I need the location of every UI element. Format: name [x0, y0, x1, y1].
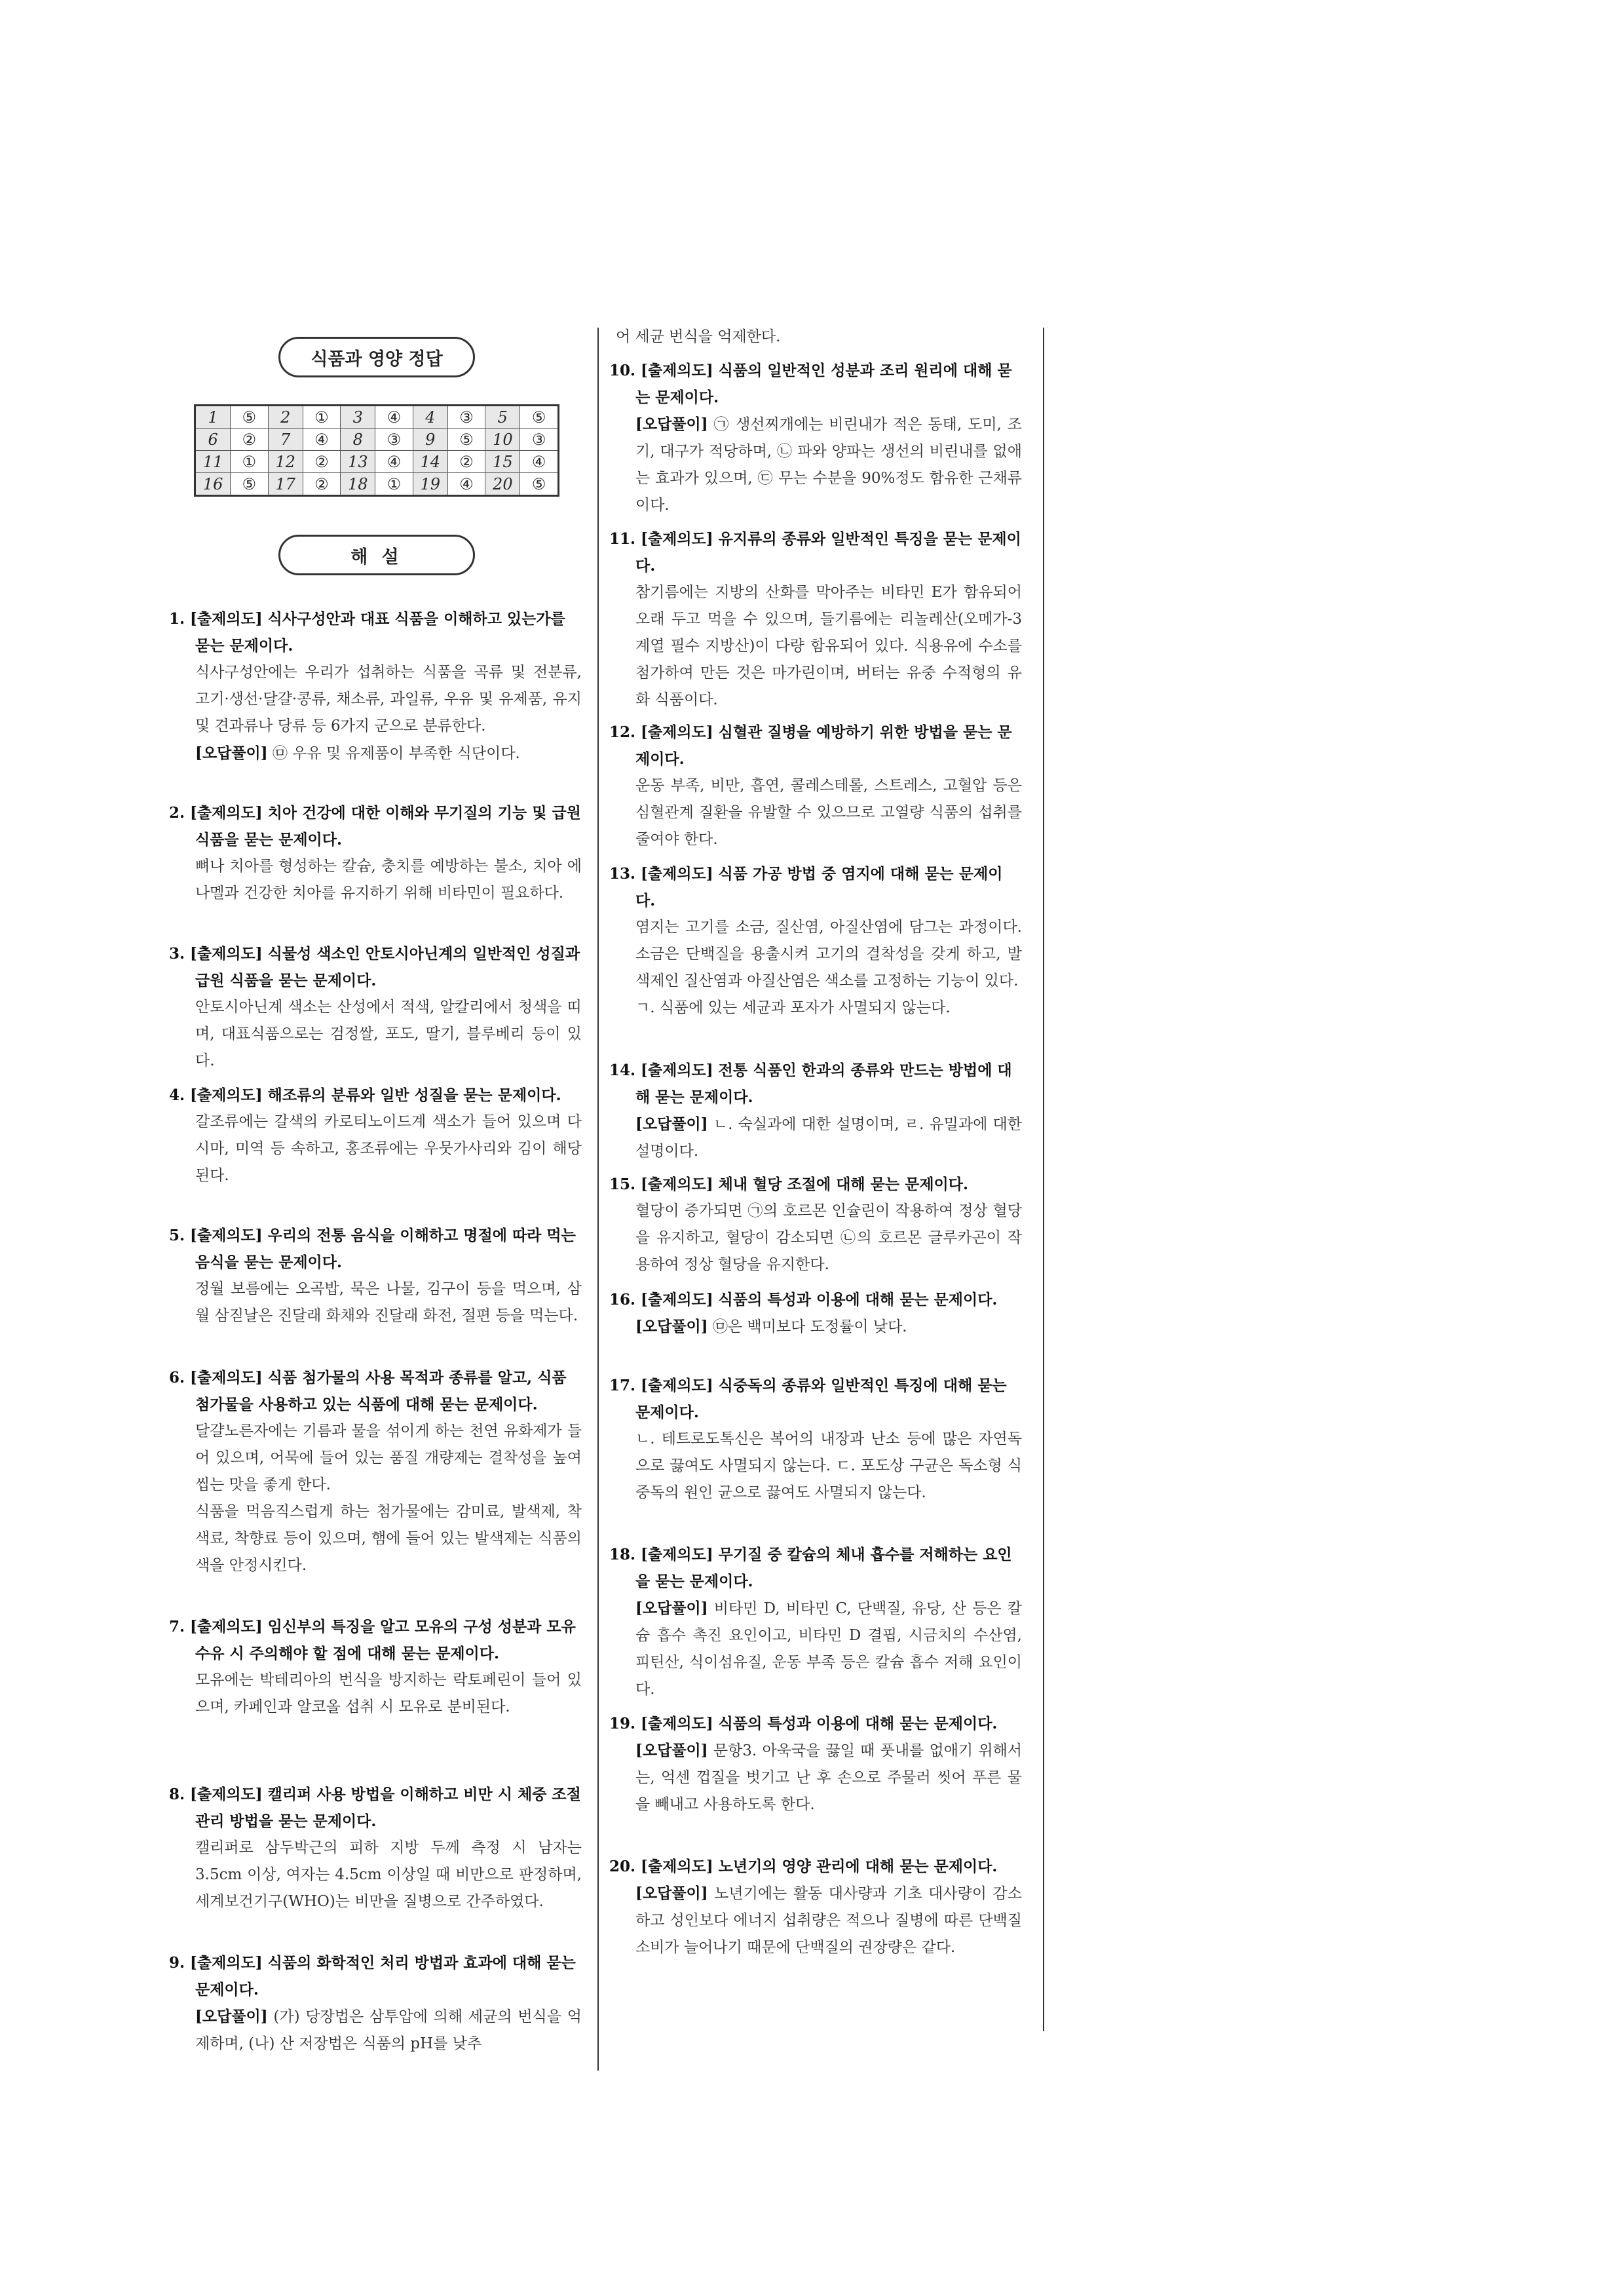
explanation-item-17: [609, 1372, 1022, 1506]
item-question: 12. [출제의도] 심혈관 질병을 예방하기 위한 방법을 묻는 문제이다.: [609, 723, 1012, 768]
item-wrong-answer: [609, 1111, 1022, 1165]
item-body: 참기름에는 지방의 산화를 막아주는 비타민 E가 함유되어 오래 두고 먹을 수 있으며, 들기름에는 리놀레산(오메가-3 계열 필수 지방산)이 다량 함유되어 있다. 식용유에 수소를 첨가하여 만든 것은 마가린이며, 버터는 유중 수적형의 유화 식품이다.: [635, 584, 1022, 708]
explanation-item-11: [609, 526, 1022, 714]
explanation-item-2: [169, 799, 582, 907]
item-body: 혈당이 증가되면 ㉠의 호르몬 인슐린이 작용하여 정상 혈당을 유지하고, 혈당이 감소되면 ㉡의 호르몬 글루카곤이 작용하여 정상 혈당을 유지한다.: [635, 1202, 1022, 1273]
explanation-item-3: [169, 940, 582, 1075]
question-number: 5: [485, 406, 520, 429]
question-number: 14: [413, 451, 447, 473]
answer-row: [195, 406, 559, 429]
item-question: 19. [출제의도] 식품의 특성과 이용에 대해 묻는 문제이다.: [609, 1715, 998, 1732]
item-question: 13. [출제의도] 식품 가공 방법 중 염지에 대해 묻는 문제이다.: [609, 865, 1003, 909]
explanation-item-8: [169, 1781, 582, 1915]
wrong-answer-text: ㉤ 우유 및 유제품이 부족한 식단이다.: [267, 745, 520, 762]
answer-row: [195, 429, 559, 451]
item-body: 운동 부족, 비만, 흡연, 콜레스테롤, 스트레스, 고혈압 등은 심혈관계 질환을 유발할 수 있으므로 고열량 식품의 섭취를 줄여야 한다.: [635, 777, 1022, 848]
item-question: 3. [출제의도] 식물성 색소인 안토시아닌계의 일반적인 성질과 급원 식품을 묻는 문제이다.: [169, 945, 580, 989]
wrong-answer-text: ㉠ 생선찌개에는 비린내가 적은 동태, 도미, 조기, 대구가 적당하며, ㉡ 파와 양파는 생선의 비린내를 없애는 효과가 있으며, ㉢ 무는 수분을 90%정도 함유한 근채류이다.: [635, 416, 1022, 514]
question-number: 8: [341, 429, 375, 451]
answer-choice: ③: [375, 429, 413, 451]
item-body: 모유에는 박테리아의 번식을 방지하는 락토페린이 들어 있으며, 카페인과 알코올 섭취 시 모유로 분비된다.: [195, 1672, 582, 1715]
answer-choice: ④: [520, 451, 559, 473]
item-wrong-answer: [169, 740, 582, 767]
item-question: 15. [출제의도] 체내 혈당 조절에 대해 묻는 문제이다.: [609, 1176, 968, 1193]
wrong-answer-text: 비타민 D, 비타민 C, 단백질, 유당, 산 등은 칼슘 흡수 촉진 요인이고, 비타민 D 결핍, 시금치의 수산염, 피틴산, 식이섬유질, 운동 부족 등은 칼슘 흡수 저해 요인이다.: [635, 1600, 1022, 1698]
explanation-item-20: [609, 1853, 1022, 1961]
answer-row: [195, 473, 559, 496]
item-body: 캘리퍼로 삼두박근의 피하 지방 두께 측정 시 남자는 3.5cm 이상, 여자는 4.5cm 이상일 때 비만으로 판정하며, 세계보건기구(WHO)는 비만을 질병으로 간주하였다.: [195, 1839, 582, 1910]
question-number: 20: [485, 473, 520, 496]
item-body-2: 식품을 먹음직스럽게 하는 첨가물에는 감미료, 발색제, 착색료, 착향료 등이 있으며, 햄에 들어 있는 발색제는 식품의 색을 안정시킨다.: [195, 1503, 582, 1574]
item-body: ㄴ. 테트로도톡신은 복어의 내장과 난소 등에 많은 자연독으로 끓여도 사멸되지 않는다. ㄷ. 포도상 구균은 독소형 식중독의 원인 균으로 끓여도 사멸되지 않는다.: [635, 1430, 1022, 1501]
explanation-item-18: [609, 1541, 1022, 1703]
wrong-answer-tag: [오답풀이]: [635, 415, 708, 433]
answer-choice: ①: [231, 451, 268, 473]
explanation-item-9: [169, 1949, 582, 2057]
question-number: 4: [413, 406, 447, 429]
explanation-item-1: [169, 605, 582, 767]
item-body: 뼈나 치아를 형성하는 칼슘, 충치를 예방하는 불소, 치아 에나멜과 건강한 치아를 유지하기 위해 비타민이 필요하다.: [195, 858, 582, 902]
item-body: 정월 보름에는 오곡밥, 묵은 나물, 김구이 등을 먹으며, 삼월 삼짇날은 진달래 화채와 진달래 화전, 절편 등을 먹는다.: [195, 1280, 582, 1324]
answer-choice: ⑤: [520, 406, 559, 429]
question-number: 16: [195, 473, 231, 496]
answer-choice: ②: [303, 473, 340, 496]
wrong-answer-tag: [오답풀이]: [635, 1885, 708, 1902]
explanation-item-12: [609, 719, 1022, 853]
item-body: 안토시아닌계 색소는 산성에서 적색, 알칼리에서 청색을 띠며, 대표식품으로는 검정쌀, 포도, 딸기, 블루베리 등이 있다.: [195, 999, 582, 1069]
explanation-item-10: [609, 357, 1022, 519]
answer-choice: ①: [375, 473, 413, 496]
wrong-answer-tag: [오답풀이]: [635, 1115, 708, 1133]
item-wrong-answer: [609, 1595, 1022, 1703]
item-continued-text: 어 세균 번식을 억제한다.: [616, 328, 781, 345]
answer-choice: ⑤: [447, 429, 485, 451]
answer-choice: ②: [231, 429, 268, 451]
question-number: 7: [268, 429, 303, 451]
wrong-answer-text: (가) 당장법은 삼투압에 의해 세균의 번식을 억제하며, (나) 산 저장법은 식품의 pH를 낮추: [195, 2008, 582, 2052]
explanation-item-14: [609, 1057, 1022, 1165]
item-question: 6. [출제의도] 식품 첨가물의 사용 목적과 종류를 알고, 식품 첨가물을 사용하고 있는 식품에 대해 묻는 문제이다.: [169, 1369, 567, 1413]
question-number: 18: [341, 473, 375, 496]
explanation-item-9-continued: [609, 324, 1022, 351]
wrong-answer-text: 문항3. 아욱국을 끓일 때 풋내를 없애기 위해서는, 억센 껍질을 벗기고 난 후 손으로 주물러 씻어 푸른 물을 빼내고 사용하도록 한다.: [635, 1742, 1022, 1813]
answer-choice: ②: [303, 451, 340, 473]
item-question: 7. [출제의도] 임신부의 특징을 알고 모유의 구성 성분과 모유 수유 시 주의해야 할 점에 대해 묻는 문제이다.: [169, 1618, 576, 1662]
answer-choice: ⑤: [231, 406, 268, 429]
question-number: 15: [485, 451, 520, 473]
item-wrong-answer: [609, 1737, 1022, 1818]
wrong-answer-tag: [오답풀이]: [195, 2008, 268, 2025]
question-number: 2: [268, 406, 303, 429]
wrong-answer-tag: [오답풀이]: [635, 1742, 708, 1759]
right-border: [1043, 328, 1044, 2031]
answer-choice: ④: [303, 429, 340, 451]
item-wrong-answer: [169, 2003, 582, 2057]
answer-choice: ①: [303, 406, 340, 429]
answer-choice: ⑤: [231, 473, 268, 496]
question-number: 10: [485, 429, 520, 451]
item-body: 달걀노른자에는 기름과 물을 섞이게 하는 천연 유화제가 들어 있으며, 어묵에 들어 있는 품질 개량제는 결착성을 높여 씹는 맛을 좋게 한다.: [195, 1423, 582, 1493]
question-number: 13: [341, 451, 375, 473]
answer-choice: ④: [447, 473, 485, 496]
wrong-answer-tag: [오답풀이]: [635, 1318, 708, 1335]
answer-table: [194, 404, 559, 497]
question-number: 1: [195, 406, 231, 429]
item-wrong-answer: [609, 1880, 1022, 1961]
item-body: 식사구성안에는 우리가 섭취하는 식품을 곡류 및 전분류, 고기·생선·달걀·콩류, 채소류, 과일류, 우유 및 유제품, 유지 및 견과류나 당류 등 6가지 군으로 분류한다.: [195, 664, 582, 735]
question-number: 6: [195, 429, 231, 451]
answer-choice: ③: [520, 429, 559, 451]
answer-choice: ③: [447, 406, 485, 429]
explanation-item-5: [169, 1222, 582, 1330]
question-number: 3: [341, 406, 375, 429]
item-question: 10. [출제의도] 식품의 일반적인 성분과 조리 원리에 대해 묻는 문제이다.: [609, 362, 1012, 406]
answer-choice: ④: [375, 451, 413, 473]
answer-choice: ②: [447, 451, 485, 473]
answer-row: [195, 451, 559, 473]
wrong-answer-tag: [오답풀이]: [635, 1599, 708, 1617]
item-question: 8. [출제의도] 캘리퍼 사용 방법을 이해하고 비만 시 체중 조절 관리 방법을 묻는 문제이다.: [169, 1786, 581, 1830]
wrong-answer-text: 노년기에는 활동 대사량과 기초 대사량이 감소하고 성인보다 에너지 섭취량은 적으나 질병에 따른 단백질 소비가 늘어나기 때문에 단백질의 권장량은 같다.: [635, 1885, 1022, 1956]
explanation-item-4: [169, 1082, 582, 1189]
question-number: 9: [413, 429, 447, 451]
item-question: 11. [출제의도] 유지류의 종류와 일반적인 특징을 묻는 문제이다.: [609, 530, 1021, 575]
item-question: 18. [출제의도] 무기질 중 칼슘의 체내 흡수를 저해하는 요인을 묻는 문제이다.: [609, 1546, 1012, 1590]
item-question: 4. [출제의도] 해조류의 분류와 일반 성질을 묻는 문제이다.: [169, 1086, 561, 1104]
wrong-answer-tag: [오답풀이]: [195, 744, 268, 762]
question-number: 12: [268, 451, 303, 473]
column-divider: [597, 328, 599, 2071]
explanation-item-15: [609, 1171, 1022, 1278]
item-question: 17. [출제의도] 식중독의 종류와 일반적인 특징에 대해 묻는 문제이다.: [609, 1377, 1007, 1421]
explanation-item-16: [609, 1286, 1022, 1341]
item-question: 14. [출제의도] 전통 식품인 한과의 종류와 만드는 방법에 대해 묻는 문제이다.: [609, 1062, 1012, 1106]
answer-choice: ④: [375, 406, 413, 429]
item-question: 5. [출제의도] 우리의 전통 음식을 이해하고 명절에 따라 먹는 음식을 묻는 문제이다.: [169, 1227, 576, 1271]
item-wrong-answer: [609, 1313, 1022, 1341]
explanation-item-7: [169, 1613, 582, 1721]
explanation-title: 해 설: [278, 535, 475, 575]
item-wrong-answer: [609, 411, 1022, 519]
item-question: 1. [출제의도] 식사구성안과 대표 식품을 이해하고 있는가를 묻는 문제이다.: [169, 610, 565, 655]
question-number: 17: [268, 473, 303, 496]
page-title: 식품과 영양 정답: [278, 337, 475, 377]
item-question: 16. [출제의도] 식품의 특성과 이용에 대해 묻는 문제이다.: [609, 1291, 998, 1309]
item-question: 9. [출제의도] 식품의 화학적인 처리 방법과 효과에 대해 묻는 문제이다.: [169, 1954, 576, 1999]
wrong-answer-text: ㄴ. 숙실과에 대한 설명이며, ㄹ. 유밀과에 대한 설명이다.: [635, 1116, 1022, 1160]
question-number: 19: [413, 473, 447, 496]
explanation-item-6: [169, 1364, 582, 1579]
item-question: 2. [출제의도] 치아 건강에 대한 이해와 무기질의 기능 및 급원 식품을 묻는 문제이다.: [169, 804, 581, 849]
question-number: 11: [195, 451, 231, 473]
answer-choice: ⑤: [520, 473, 559, 496]
explanation-item-13: [609, 860, 1022, 1022]
item-body: 갈조류에는 갈색의 카로티노이드계 색소가 들어 있으며 다시마, 미역 등 속하고, 홍조류에는 우뭇가사리와 김이 해당된다.: [195, 1113, 582, 1184]
explanation-item-19: [609, 1710, 1022, 1818]
item-question: 20. [출제의도] 노년기의 영양 관리에 대해 묻는 문제이다.: [609, 1858, 998, 1875]
item-body-2: ㄱ. 식품에 있는 세균과 포자가 사멸되지 않는다.: [635, 999, 951, 1016]
item-body: 염지는 고기를 소금, 질산염, 아질산염에 담그는 과정이다. 소금은 단백질을 용출시켜 고기의 결착성을 갖게 하고, 발색제인 질산염과 아질산염은 색소를 고정하는 기능이 있다.: [635, 919, 1022, 989]
wrong-answer-text: ㉤은 백미보다 도정률이 낮다.: [708, 1318, 907, 1335]
